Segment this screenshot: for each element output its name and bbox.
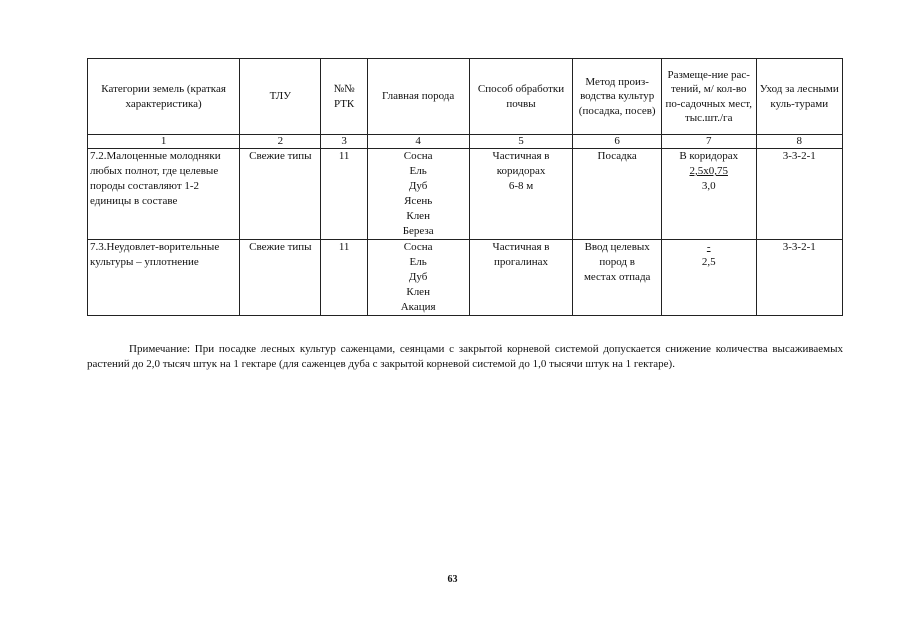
species-item: Клен (406, 210, 430, 222)
page-number: 63 (447, 574, 458, 585)
header-rtk: №№ РТК (321, 59, 367, 135)
category-cell: 7.2.Малоценные молодняки любых полнот, где целевые породы составляют 1-2 единицы в составе (88, 149, 240, 240)
header-method: Метод произ-водства культур (посадка, посев) (573, 59, 661, 135)
header-placement: Размеще-ние рас-тений, м/ кол-во по-садочных мест, тыс.шт./га (661, 59, 756, 135)
forest-culture-table (87, 58, 843, 316)
table-row (88, 149, 843, 240)
method-line: Ввод целевых (584, 241, 650, 253)
species-cell (367, 240, 469, 316)
placement-cell (661, 240, 756, 316)
header-category: Категории земель (краткая характеристика) (88, 59, 240, 135)
species-item: Сосна (403, 150, 433, 162)
placement-line: В коридорах (679, 150, 739, 162)
method-line: Посадка (597, 150, 637, 162)
header-tlu: ТЛУ (240, 59, 321, 135)
species-item: Береза (402, 225, 434, 237)
method-cell (573, 149, 661, 240)
table-row (88, 240, 843, 316)
species-item: Дуб (408, 180, 428, 192)
column-number: 3 (321, 135, 367, 149)
header-row (88, 59, 843, 135)
rtk-cell: 11 (321, 149, 367, 240)
soil-cell (469, 149, 573, 240)
care-cell: 3-3-2-1 (756, 240, 842, 316)
tlu-cell: Свежие типы (240, 240, 321, 316)
species-cell (367, 149, 469, 240)
column-number: 8 (756, 135, 842, 149)
species-item: Ель (409, 256, 427, 268)
header-soil: Способ обработки почвы (469, 59, 573, 135)
column-number: 5 (469, 135, 573, 149)
header-species: Главная порода (367, 59, 469, 135)
method-line: пород в (599, 256, 635, 268)
header-care: Уход за лесными куль-турами (756, 59, 842, 135)
category-cell: 7.3.Неудовлет-ворительные культуры – уплотнение (88, 240, 240, 316)
soil-line: прогалинах (494, 256, 549, 268)
column-number: 4 (367, 135, 469, 149)
care-cell: 3-3-2-1 (756, 149, 842, 240)
species-item: Ясень (404, 195, 433, 207)
rtk-cell: 11 (321, 240, 367, 316)
species-item: Сосна (403, 241, 433, 253)
placement-line: - (706, 241, 711, 253)
method-line: местах отпада (583, 271, 651, 283)
soil-line: Частичная в (492, 241, 550, 253)
placement-line: 2,5 (701, 256, 716, 268)
species-item: Дуб (408, 271, 428, 283)
column-number: 7 (661, 135, 756, 149)
soil-cell (469, 240, 573, 316)
soil-line: 6-8 м (508, 180, 534, 192)
species-item: Акация (400, 301, 436, 313)
method-cell (573, 240, 661, 316)
species-item: Ель (409, 165, 427, 177)
species-item: Клен (406, 286, 430, 298)
placement-line: 2,5х0,75 (689, 165, 728, 177)
soil-line: коридорах (496, 165, 546, 177)
tlu-cell: Свежие типы (240, 149, 321, 240)
column-number-row (88, 135, 843, 149)
column-number: 2 (240, 135, 321, 149)
column-number: 6 (573, 135, 661, 149)
column-number: 1 (88, 135, 240, 149)
footnote: Примечание: При посадке лесных культур саженцами, сеянцами с закрытой корневой системой допускается снижение количества высаживаемых растений до 2,0 тысяч штук на 1 гектаре (для саженцев дуба с закрытой корневой системой до 1,0 тысячи штук на 1 гектаре). (87, 343, 843, 370)
placement-cell (661, 149, 756, 240)
placement-line: 3,0 (701, 180, 716, 192)
soil-line: Частичная в (492, 150, 550, 162)
